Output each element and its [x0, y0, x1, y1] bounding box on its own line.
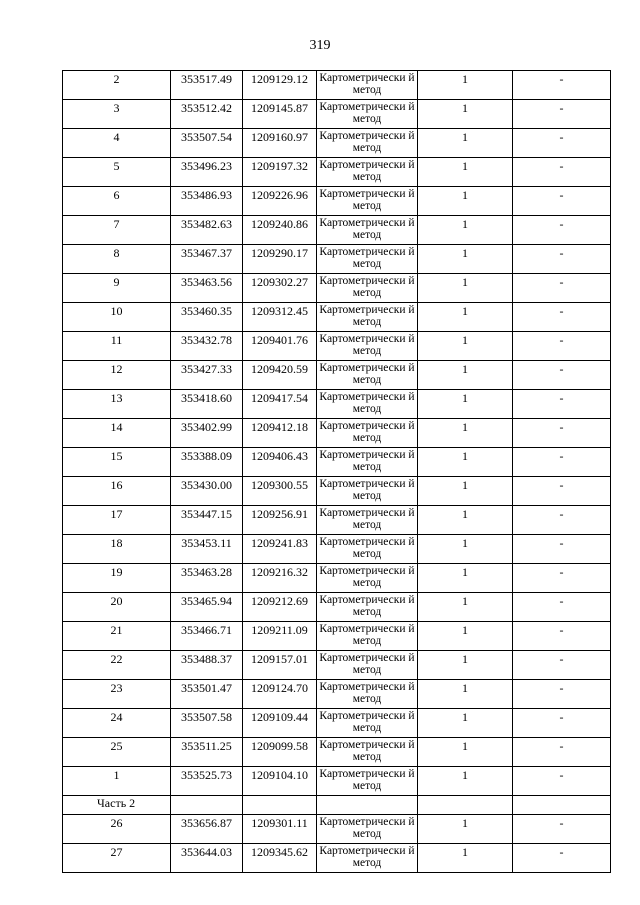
method-cell: Картометрически й метод [317, 535, 418, 564]
y-coordinate-cell: 1209241.83 [243, 535, 317, 564]
point-number-cell: 1 [63, 767, 171, 796]
y-coordinate-cell: 1209417.54 [243, 390, 317, 419]
x-coordinate-cell: 353402.99 [171, 419, 243, 448]
x-coordinate-cell: 353432.78 [171, 332, 243, 361]
table-row [63, 245, 611, 274]
table-row [63, 129, 611, 158]
table-row [63, 361, 611, 390]
x-coordinate-cell: 353388.09 [171, 448, 243, 477]
x-coordinate-cell: 353453.11 [171, 535, 243, 564]
method-cell: Картометрически й метод [317, 844, 418, 873]
point-number-cell: 12 [63, 361, 171, 390]
y-coordinate-cell: 1209301.11 [243, 815, 317, 844]
x-coordinate-cell: 353511.25 [171, 738, 243, 767]
table-row [63, 274, 611, 303]
point-number-cell: 27 [63, 844, 171, 873]
accuracy-cell: 1 [418, 651, 513, 680]
method-cell: Картометрически й метод [317, 361, 418, 390]
table-row [63, 158, 611, 187]
x-coordinate-cell: 353447.15 [171, 506, 243, 535]
method-cell: Картометрически й метод [317, 709, 418, 738]
point-number-cell: 11 [63, 332, 171, 361]
point-number-cell: 26 [63, 815, 171, 844]
method-cell: Картометрически й метод [317, 100, 418, 129]
accuracy-cell: 1 [418, 815, 513, 844]
note-cell: - [513, 71, 611, 100]
table-row [63, 767, 611, 796]
point-number-cell: 20 [63, 593, 171, 622]
method-cell: Картометрически й метод [317, 129, 418, 158]
point-number-cell: 7 [63, 216, 171, 245]
x-coordinate-cell: 353463.56 [171, 274, 243, 303]
y-coordinate-cell: 1209300.55 [243, 477, 317, 506]
y-coordinate-cell: 1209401.76 [243, 332, 317, 361]
y-coordinate-cell: 1209157.01 [243, 651, 317, 680]
note-cell: - [513, 274, 611, 303]
part2-rows [63, 815, 611, 873]
table-row [63, 419, 611, 448]
table-row [63, 390, 611, 419]
accuracy-cell: 1 [418, 390, 513, 419]
point-number-cell: 14 [63, 419, 171, 448]
part2-header [63, 796, 611, 815]
x-coordinate-cell: 353507.58 [171, 709, 243, 738]
x-coordinate-cell: 353656.87 [171, 815, 243, 844]
note-cell: - [513, 216, 611, 245]
note-cell: - [513, 622, 611, 651]
note-cell: - [513, 593, 611, 622]
method-cell: Картометрически й метод [317, 564, 418, 593]
note-cell: - [513, 815, 611, 844]
y-coordinate-cell: 1209302.27 [243, 274, 317, 303]
table-row [63, 738, 611, 767]
method-cell: Картометрически й метод [317, 506, 418, 535]
accuracy-cell: 1 [418, 100, 513, 129]
y-coordinate-cell: 1209290.17 [243, 245, 317, 274]
y-coordinate-cell: 1209104.10 [243, 767, 317, 796]
y-coordinate-cell: 1209124.70 [243, 680, 317, 709]
table-row [63, 71, 611, 100]
method-cell: Картометрически й метод [317, 593, 418, 622]
x-coordinate-cell: 353517.49 [171, 71, 243, 100]
accuracy-cell: 1 [418, 767, 513, 796]
note-cell: - [513, 332, 611, 361]
x-coordinate-cell: 353496.23 [171, 158, 243, 187]
note-cell: - [513, 506, 611, 535]
accuracy-cell: 1 [418, 477, 513, 506]
x-coordinate-cell: 353466.71 [171, 622, 243, 651]
x-coordinate-cell: 353644.03 [171, 844, 243, 873]
table-row [63, 844, 611, 873]
method-cell: Картометрически й метод [317, 274, 418, 303]
note-cell: - [513, 187, 611, 216]
note-cell: - [513, 535, 611, 564]
note-cell: - [513, 129, 611, 158]
method-cell: Картометрически й метод [317, 622, 418, 651]
accuracy-cell: 1 [418, 844, 513, 873]
coordinates-table [62, 70, 611, 873]
point-number-cell: 15 [63, 448, 171, 477]
note-cell: - [513, 419, 611, 448]
accuracy-cell: 1 [418, 245, 513, 274]
x-coordinate-cell: 353512.42 [171, 100, 243, 129]
y-coordinate-cell: 1209109.44 [243, 709, 317, 738]
point-number-cell: 6 [63, 187, 171, 216]
y-coordinate-cell: 1209099.58 [243, 738, 317, 767]
x-coordinate-cell: 353427.33 [171, 361, 243, 390]
note-cell: - [513, 245, 611, 274]
y-coordinate-cell: 1209406.43 [243, 448, 317, 477]
point-number-cell: 22 [63, 651, 171, 680]
method-cell: Картометрически й метод [317, 477, 418, 506]
table-row [63, 216, 611, 245]
x-coordinate-cell: 353418.60 [171, 390, 243, 419]
x-coordinate-cell: 353430.00 [171, 477, 243, 506]
x-coordinate-cell: 353501.47 [171, 680, 243, 709]
accuracy-cell: 1 [418, 622, 513, 651]
point-number-cell: 17 [63, 506, 171, 535]
point-number-cell: 24 [63, 709, 171, 738]
note-cell: - [513, 709, 611, 738]
note-cell: - [513, 100, 611, 129]
x-coordinate-cell: 353486.93 [171, 187, 243, 216]
accuracy-cell: 1 [418, 187, 513, 216]
note-cell: - [513, 651, 611, 680]
note-cell: - [513, 564, 611, 593]
point-number-cell: 3 [63, 100, 171, 129]
x-coordinate-cell: 353507.54 [171, 129, 243, 158]
accuracy-cell: 1 [418, 71, 513, 100]
x-coordinate-cell: 353525.73 [171, 767, 243, 796]
y-coordinate-cell: 1209145.87 [243, 100, 317, 129]
accuracy-cell: 1 [418, 216, 513, 245]
x-coordinate-cell: 353482.63 [171, 216, 243, 245]
point-number-cell: 8 [63, 245, 171, 274]
y-coordinate-cell: 1209420.59 [243, 361, 317, 390]
method-cell: Картометрически й метод [317, 767, 418, 796]
y-coordinate-cell: 1209345.62 [243, 844, 317, 873]
point-number-cell: 5 [63, 158, 171, 187]
part-label-row [63, 796, 611, 815]
table-row [63, 651, 611, 680]
accuracy-cell: 1 [418, 593, 513, 622]
accuracy-cell: 1 [418, 419, 513, 448]
accuracy-cell: 1 [418, 332, 513, 361]
note-cell: - [513, 738, 611, 767]
point-number-cell: 21 [63, 622, 171, 651]
point-number-cell: 13 [63, 390, 171, 419]
method-cell: Картометрически й метод [317, 158, 418, 187]
accuracy-cell: 1 [418, 274, 513, 303]
y-coordinate-cell: 1209312.45 [243, 303, 317, 332]
method-cell: Картометрически й метод [317, 71, 418, 100]
method-cell: Картометрически й метод [317, 680, 418, 709]
part1-rows [63, 71, 611, 796]
y-coordinate-cell: 1209256.91 [243, 506, 317, 535]
note-cell: - [513, 844, 611, 873]
y-coordinate-cell: 1209240.86 [243, 216, 317, 245]
y-coordinate-cell: 1209160.97 [243, 129, 317, 158]
table-row [63, 535, 611, 564]
table-row [63, 477, 611, 506]
page-number: 319 [309, 38, 331, 53]
accuracy-cell: 1 [418, 680, 513, 709]
table-row [63, 593, 611, 622]
accuracy-cell: 1 [418, 535, 513, 564]
method-cell: Картометрически й метод [317, 187, 418, 216]
point-number-cell: 23 [63, 680, 171, 709]
part-label: Часть 2 [63, 796, 171, 815]
x-coordinate-cell: 353460.35 [171, 303, 243, 332]
note-cell: - [513, 303, 611, 332]
table-row [63, 564, 611, 593]
method-cell: Картометрически й метод [317, 245, 418, 274]
accuracy-cell: 1 [418, 158, 513, 187]
method-cell: Картометрически й метод [317, 419, 418, 448]
x-coordinate-cell: 353463.28 [171, 564, 243, 593]
point-number-cell: 4 [63, 129, 171, 158]
y-coordinate-cell: 1209129.12 [243, 71, 317, 100]
accuracy-cell: 1 [418, 129, 513, 158]
point-number-cell: 9 [63, 274, 171, 303]
y-coordinate-cell: 1209412.18 [243, 419, 317, 448]
table-row [63, 448, 611, 477]
x-coordinate-cell: 353465.94 [171, 593, 243, 622]
point-number-cell: 25 [63, 738, 171, 767]
accuracy-cell: 1 [418, 361, 513, 390]
accuracy-cell: 1 [418, 303, 513, 332]
method-cell: Картометрически й метод [317, 448, 418, 477]
note-cell: - [513, 158, 611, 187]
table-row [63, 680, 611, 709]
note-cell: - [513, 448, 611, 477]
table-row [63, 332, 611, 361]
y-coordinate-cell: 1209216.32 [243, 564, 317, 593]
accuracy-cell: 1 [418, 506, 513, 535]
accuracy-cell: 1 [418, 564, 513, 593]
note-cell: - [513, 361, 611, 390]
point-number-cell: 16 [63, 477, 171, 506]
accuracy-cell: 1 [418, 448, 513, 477]
y-coordinate-cell: 1209197.32 [243, 158, 317, 187]
note-cell: - [513, 477, 611, 506]
method-cell: Картометрически й метод [317, 332, 418, 361]
point-number-cell: 10 [63, 303, 171, 332]
method-cell: Картометрически й метод [317, 390, 418, 419]
point-number-cell: 18 [63, 535, 171, 564]
y-coordinate-cell: 1209211.09 [243, 622, 317, 651]
method-cell: Картометрически й метод [317, 303, 418, 332]
method-cell: Картометрически й метод [317, 738, 418, 767]
accuracy-cell: 1 [418, 738, 513, 767]
y-coordinate-cell: 1209226.96 [243, 187, 317, 216]
point-number-cell: 19 [63, 564, 171, 593]
method-cell: Картометрически й метод [317, 815, 418, 844]
table-row [63, 187, 611, 216]
method-cell: Картометрически й метод [317, 651, 418, 680]
accuracy-cell: 1 [418, 709, 513, 738]
table-row [63, 815, 611, 844]
x-coordinate-cell: 353467.37 [171, 245, 243, 274]
note-cell: - [513, 390, 611, 419]
table-row [63, 100, 611, 129]
note-cell: - [513, 767, 611, 796]
y-coordinate-cell: 1209212.69 [243, 593, 317, 622]
point-number-cell: 2 [63, 71, 171, 100]
table-row [63, 622, 611, 651]
note-cell: - [513, 680, 611, 709]
method-cell: Картометрически й метод [317, 216, 418, 245]
table-row [63, 303, 611, 332]
table-row [63, 506, 611, 535]
x-coordinate-cell: 353488.37 [171, 651, 243, 680]
table-row [63, 709, 611, 738]
